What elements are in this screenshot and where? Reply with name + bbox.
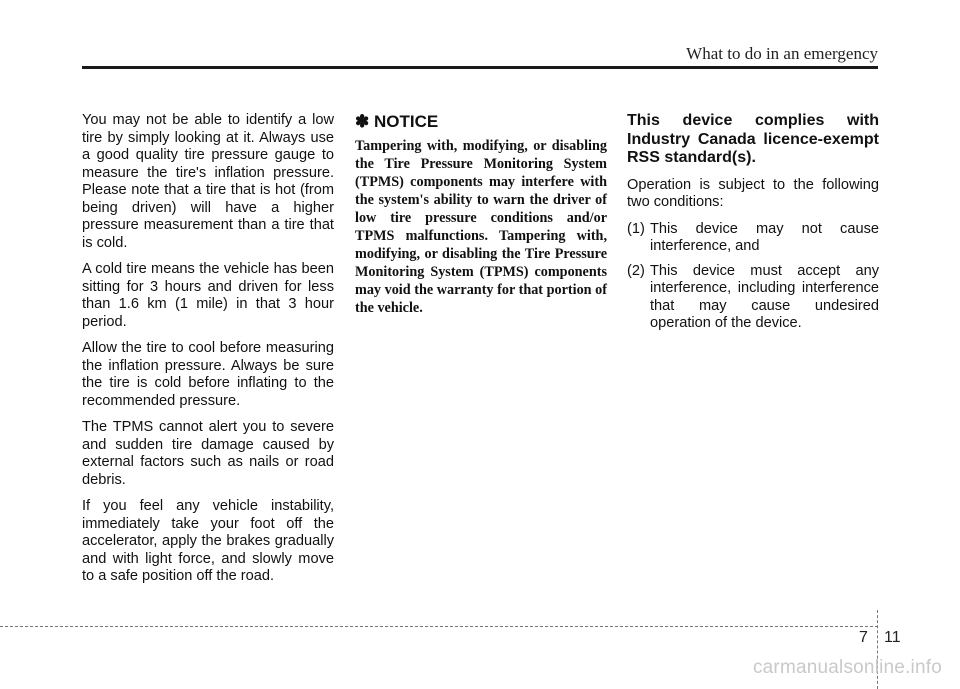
paragraph: You may not be able to identify a low tire by simply looking at it. Always use a good quality tire pressure gauge to measure the tire's inflation pressure. Please note that a tire that is hot (from being driven) will have a higher pressure measurement than a tire that is cold. (82, 112, 334, 251)
list-item-text: This device may not cause interference, and (650, 220, 879, 254)
compliance-heading: This device complies with Industry Canada licence-exempt RSS standard(s). (627, 112, 879, 166)
list-item-text: This device must accept any interference, including interference that may cause undesired operation of the device. (650, 262, 879, 331)
notice-box (355, 112, 607, 326)
notice-body: Tampering with, modifying, or disabling the Tire Pressure Monitoring System (TPMS) components may interfere with the system's ability to warn the driver of low tire pressure conditions and/or TPMS malfunctions. Tampering with, modifying, or disabling the Tire Pressure Monitoring System (TPMS) components may void the warranty for that portion of the vehicle. (355, 138, 607, 316)
paragraph: Allow the tire to cool before measuring the inflation pressure. Always be sure the tire is cold before inflating to the recommended pressure. (82, 340, 334, 409)
list-item (627, 263, 879, 333)
compliance-section (627, 112, 879, 340)
watermark: carmanualsonline.info (752, 657, 942, 678)
conditions-list (627, 221, 879, 333)
paragraph: A cold tire means the vehicle has been sitting for 3 hours and driven for less than 1.6 km (1 mile) in that 3 hour period. (82, 261, 334, 330)
list-item-number: (1) (627, 220, 645, 237)
list-item (627, 221, 879, 256)
column-1 (82, 112, 334, 595)
notice-heading (355, 112, 607, 132)
paragraph: If you feel any vehicle instability, immediately take your foot off the accelerator, apply the brakes gradually and with light force, and slowly move to a safe position off the road. (82, 498, 334, 584)
chapter-number: 7 (859, 629, 868, 646)
page-number: 11 (884, 629, 901, 646)
compliance-intro: Operation is subject to the following two conditions: (627, 176, 879, 210)
page-header-title: What to do in an emergency (686, 44, 878, 63)
notice-title: NOTICE (373, 112, 439, 131)
paragraph: The TPMS cannot alert you to severe and sudden tire damage caused by external factors such as nails or road debris. (82, 419, 334, 488)
list-item-number: (2) (627, 262, 645, 279)
footer-rule (0, 626, 878, 627)
notice-star-icon: ✽ (355, 112, 370, 131)
header-rule (82, 66, 878, 69)
